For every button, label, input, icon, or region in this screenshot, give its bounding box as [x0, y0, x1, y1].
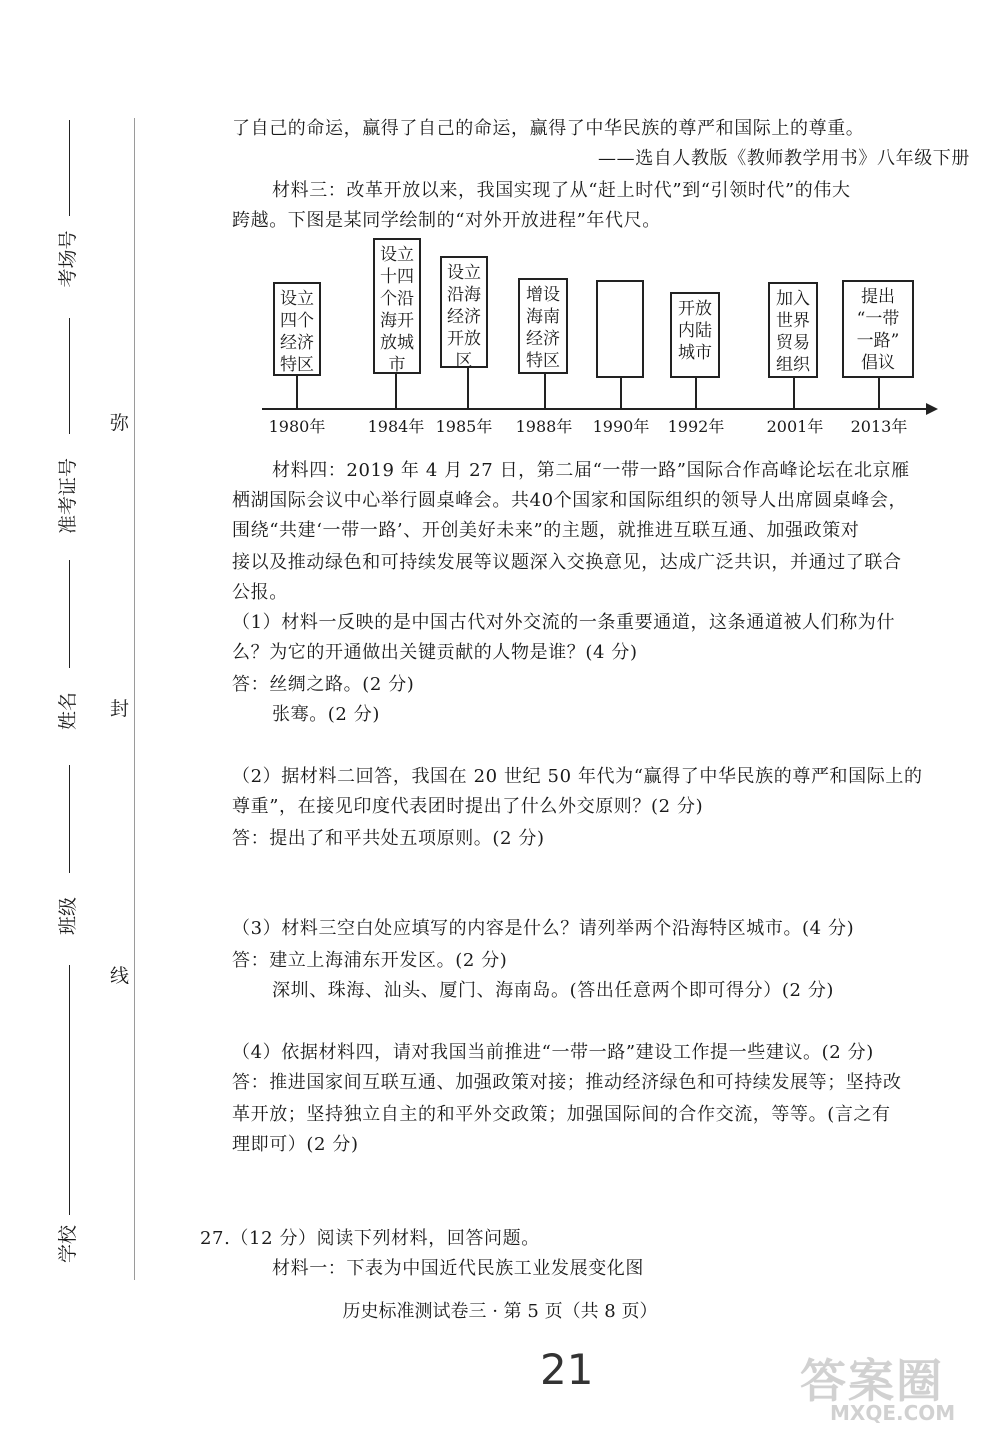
- answer-1-line2: 张骞。(2 分): [272, 704, 381, 725]
- question-27-material1: 材料一：下表为中国近代民族工业发展变化图: [272, 1258, 644, 1279]
- question-2-line1: （2）据材料二回答，我国在 20 世纪 50 年代为“赢得了中华民族的尊严和国际上的: [232, 766, 923, 787]
- year-1990: 1990年: [592, 417, 650, 436]
- year-2001: 2001年: [766, 417, 824, 436]
- name-label: 姓名: [57, 692, 79, 731]
- handwritten-page-number: 21: [540, 1345, 594, 1394]
- school-label: 学校: [57, 1225, 79, 1264]
- material4-line1: 材料四：2019 年 4 月 27 日，第二届“一带一路”国际合作高峰论坛在北京雁: [272, 460, 910, 481]
- timeline-box-2001: 加入 世界 贸易 组织: [768, 282, 818, 378]
- question-1-line2: 么？为它的开通做出关键贡献的人物是谁？(4 分): [232, 642, 638, 663]
- question-3-line1: （3）材料三空白处应填写的内容是什么？请列举两个沿海特区城市。(4 分): [232, 918, 855, 939]
- material4-line5: 公报。: [232, 582, 288, 603]
- timeline-box-1985: 设立 沿海 经济 开放 区: [440, 256, 488, 368]
- answer-1-line1: 答：丝绸之路。(2 分): [232, 674, 415, 695]
- timeline-axis: [262, 408, 928, 410]
- watermark-url: MXQE.COM: [830, 1401, 956, 1425]
- timeline-box-1990-blank: [596, 280, 644, 378]
- answer-2-line1: 答：提出了和平共处五项原则。(2 分): [232, 828, 545, 849]
- binding-margin-line: [134, 118, 135, 1280]
- timeline-box-1992: 开放 内陆 城市: [670, 292, 720, 378]
- seal-mi: 弥: [110, 412, 130, 434]
- page-footer: 历史标准测试卷三 · 第 5 页（共 8 页）: [342, 1301, 658, 1322]
- question-27-title: 27.（12 分）阅读下列材料，回答问题。: [200, 1228, 540, 1249]
- admission-label: 准考证号: [57, 458, 79, 535]
- timeline-box-1980: 设立 四个 经济 特区: [273, 282, 321, 376]
- answer-3-line2: 深圳、珠海、汕头、厦门、海南岛。(答出任意两个即可得分）(2 分): [272, 980, 835, 1001]
- class-label: 班级: [57, 897, 79, 936]
- year-1984: 1984年: [367, 417, 425, 436]
- year-1980: 1980年: [268, 417, 326, 436]
- school-rule: [69, 965, 70, 1215]
- watermark-title: 答案圈: [800, 1354, 944, 1408]
- exam-room-label: 考场号: [57, 230, 79, 288]
- year-2013: 2013年: [850, 417, 908, 436]
- timeline-arrow-icon: [926, 403, 938, 415]
- timeline-box-1984: 设立 十四 个沿 海开 放城 市: [373, 238, 421, 374]
- material4-line4: 接以及推动绿色和可持续发展等议题深入交换意见，达成广泛共识，并通过了联合: [232, 552, 902, 573]
- question-1-line1: （1）材料一反映的是中国古代对外交流的一条重要通道，这条通道被人们称为什: [232, 612, 896, 633]
- watermark-logo: [792, 1345, 992, 1427]
- answer-4-line2: 革开放；坚持独立自主的和平外交政策；加强国际间的合作交流，等等。(言之有: [232, 1104, 891, 1125]
- seal-feng: 封: [110, 698, 130, 720]
- question-2-line2: 尊重”，在接见印度代表团时提出了什么外交原则？(2 分): [232, 796, 704, 817]
- material4-line3: 围绕“共建‘一带一路’、开创美好未来”的主题，就推进互联互通、加强政策对: [232, 520, 860, 541]
- material3-line2: 跨越。下图是某同学绘制的“对外开放进程”年代尺。: [232, 210, 661, 231]
- year-1988: 1988年: [515, 417, 573, 436]
- material2-source: ——选自人教版《教师教学用书》八年级下册: [598, 148, 970, 169]
- timeline-box-2013: 提出 “一带 一路” 倡议: [842, 280, 914, 378]
- year-1992: 1992年: [667, 417, 725, 436]
- answer-4-line1: 答：推进国家间互联互通、加强政策对接；推动经济绿色和可持续发展等；坚持改: [232, 1072, 902, 1093]
- timeline-box-1988: 增设 海南 经济 特区: [518, 278, 568, 374]
- seal-xian: 线: [110, 965, 130, 987]
- answer-3-line1: 答：建立上海浦东开发区。(2 分): [232, 950, 508, 971]
- year-1985: 1985年: [435, 417, 493, 436]
- question-4-line1: （4）依据材料四，请对我国当前推进“一带一路”建设工作提一些建议。(2 分): [232, 1042, 874, 1063]
- material3-line1: 材料三：改革开放以来，我国实现了从“赶上时代”到“引领时代”的伟大: [272, 180, 851, 201]
- admission-rule: [69, 318, 70, 434]
- material4-line2: 栖湖国际会议中心举行圆桌峰会。共40个国家和国际组织的领导人出席圆桌峰会，: [232, 490, 908, 511]
- material2-tail: 了自己的命运，赢得了自己的命运，赢得了中华民族的尊严和国际上的尊重。: [232, 118, 865, 139]
- answer-4-line3: 理即可）(2 分): [232, 1134, 359, 1155]
